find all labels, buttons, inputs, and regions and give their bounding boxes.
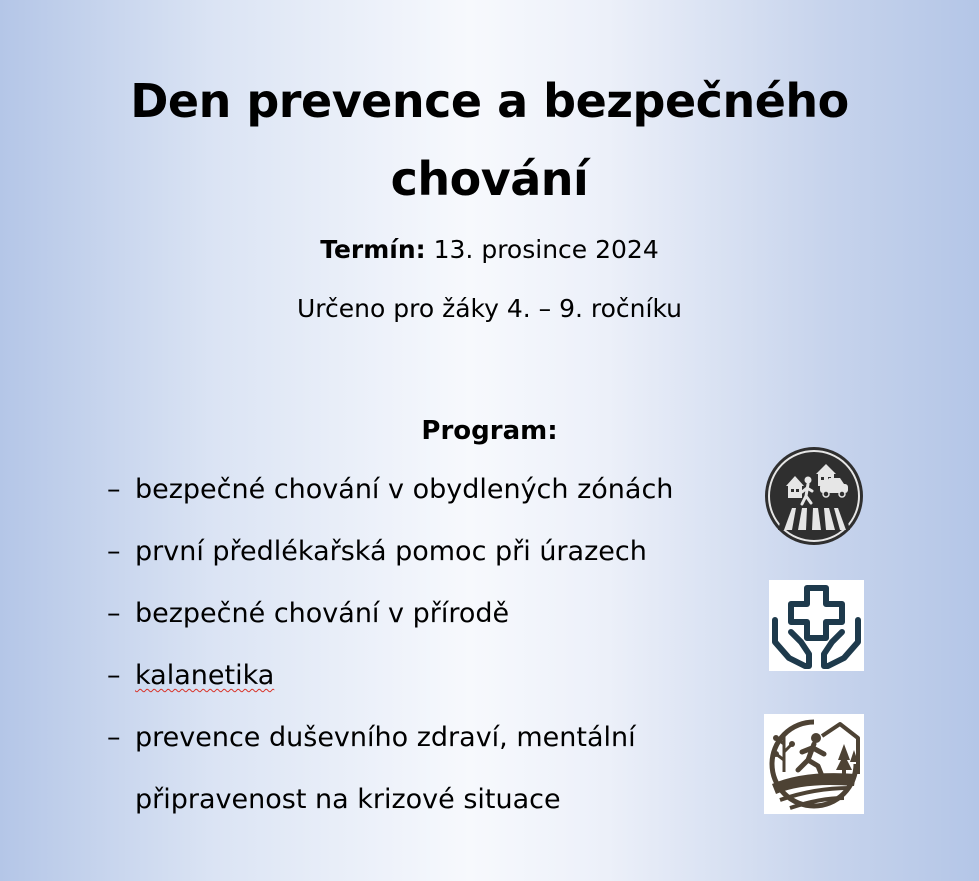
list-dash: – <box>107 536 121 567</box>
program-item-text: bezpečné chování v přírodě <box>135 598 510 629</box>
program-item <box>107 532 647 572</box>
program-item <box>107 470 673 510</box>
program-item-text: kalanetika <box>135 660 275 691</box>
urban-safety-icon <box>764 446 864 546</box>
first-aid-hands-icon <box>769 580 864 671</box>
program-item-text: první předlékařská pomoc při úrazech <box>135 536 647 567</box>
program-heading: Program: <box>421 416 558 446</box>
title-line-2: chování <box>390 152 589 206</box>
list-dash: – <box>107 722 121 753</box>
program-item <box>107 656 274 696</box>
term-date: 13. prosince 2024 <box>433 235 659 264</box>
program-item <box>107 594 509 634</box>
program-item-text: bezpečné chování v obydlených zónách <box>135 474 674 505</box>
list-dash: – <box>107 598 121 629</box>
program-item-continuation <box>107 780 561 820</box>
title-line-1: Den prevence a bezpečného <box>130 74 849 128</box>
program-item-text: připravenost na krizové situace <box>135 784 561 815</box>
list-dash: – <box>107 660 121 691</box>
event-date <box>0 232 979 268</box>
program-item <box>107 718 636 758</box>
target-audience: Určeno pro žáky 4. – 9. ročníku <box>296 294 682 323</box>
program-item-text: prevence duševního zdraví, mentální <box>135 722 636 753</box>
list-dash: – <box>107 474 121 505</box>
page-title <box>0 62 979 218</box>
nature-hiking-icon <box>764 714 864 814</box>
term-label: Termín: <box>320 235 426 264</box>
